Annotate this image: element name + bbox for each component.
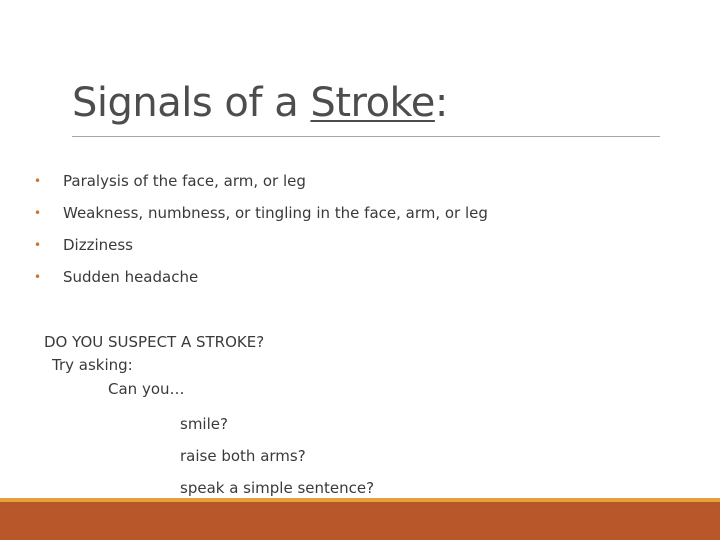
bullet-text: Paralysis of the face, arm, or leg <box>63 172 306 190</box>
bullet-icon: • <box>34 174 42 188</box>
try-asking-label: Try asking: <box>52 356 133 374</box>
bullet-text: Weakness, numbness, or tingling in the face, arm, or leg <box>63 204 488 222</box>
title-prefix: Signals of a <box>72 80 311 126</box>
bullet-icon: • <box>34 206 42 220</box>
title-divider <box>72 136 660 137</box>
footer-bar <box>0 502 720 540</box>
stroke-question: DO YOU SUSPECT A STROKE? <box>44 333 265 351</box>
title-suffix: : <box>434 80 448 126</box>
bullet-icon: • <box>34 270 42 284</box>
can-you-label: Can you… <box>108 380 185 398</box>
bullet-text: Sudden headache <box>63 268 199 286</box>
title-underlined-word: Stroke <box>310 80 435 126</box>
check-item-smile: smile? <box>180 415 228 433</box>
check-item-speech: speak a simple sentence? <box>180 479 375 497</box>
bullet-icon: • <box>34 238 42 252</box>
check-item-arms: raise both arms? <box>180 447 306 465</box>
bullet-text: Dizziness <box>63 236 133 254</box>
slide-title <box>72 80 448 126</box>
